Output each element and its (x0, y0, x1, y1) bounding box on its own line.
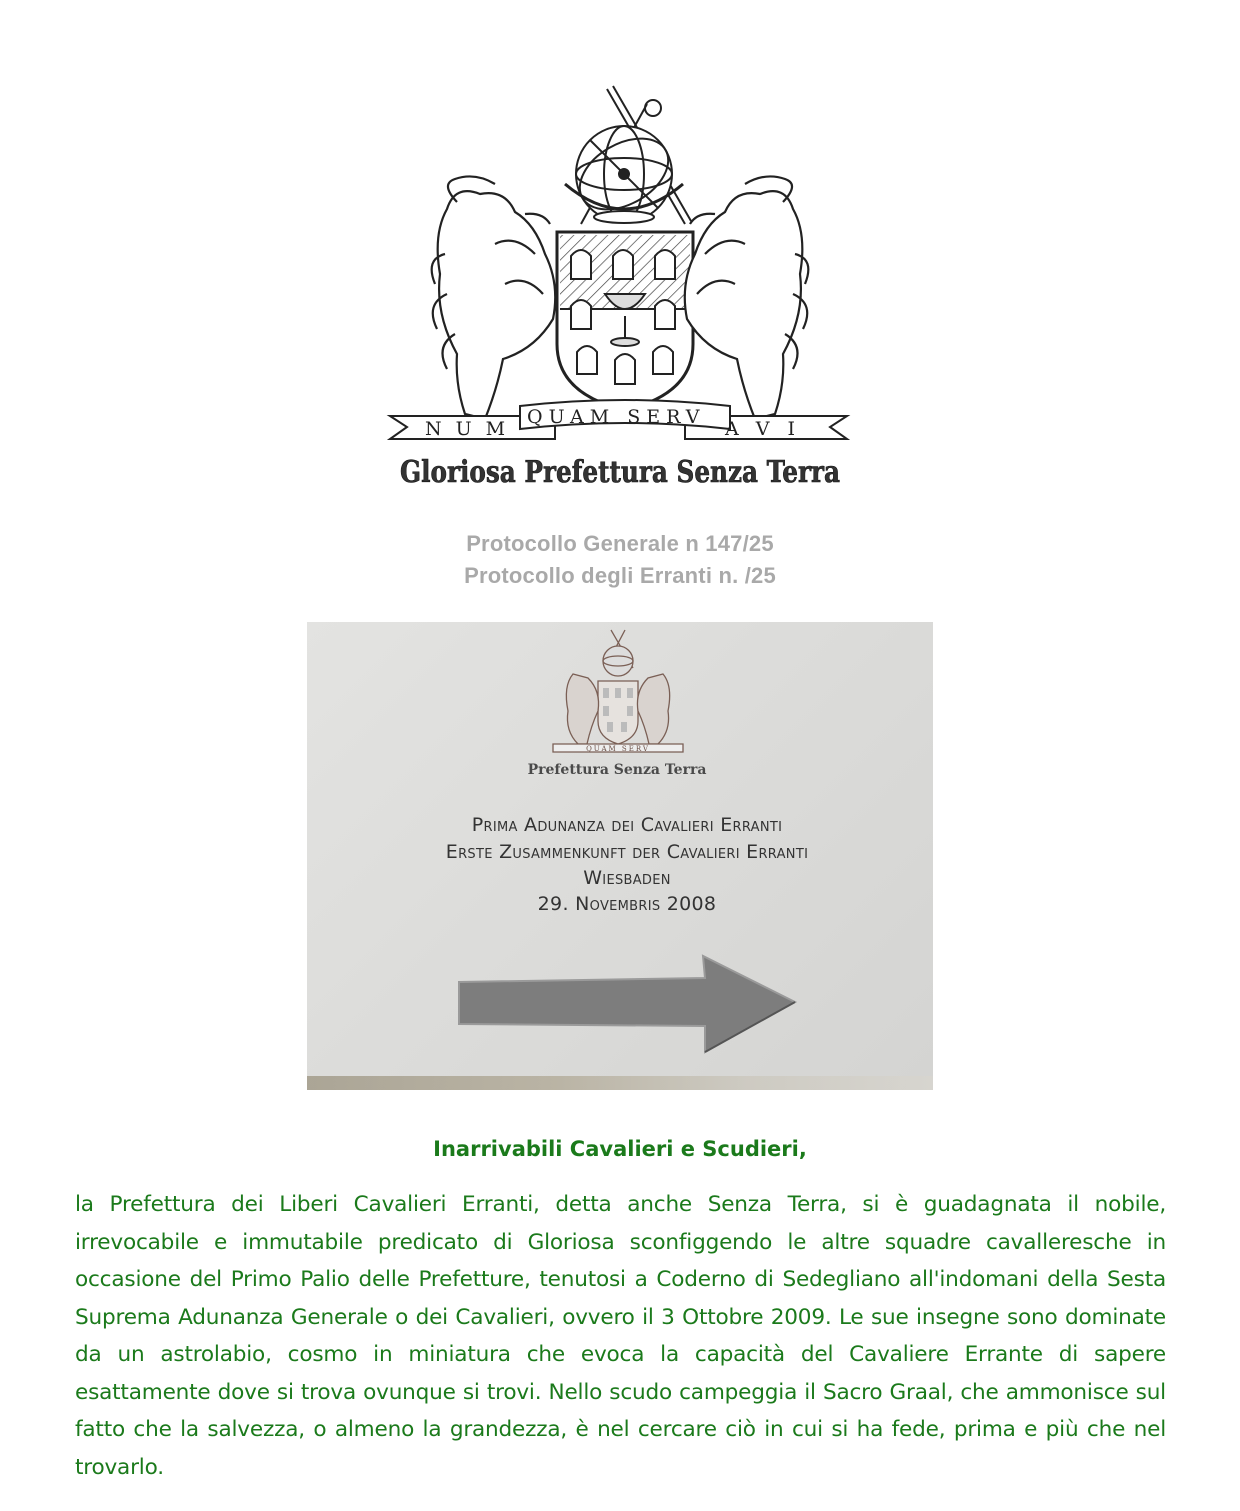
motto-left: NUM (425, 418, 520, 440)
coat-of-arms-drawing (385, 84, 855, 494)
shield-icon (557, 232, 693, 410)
astrolabe-icon (565, 124, 683, 224)
crest-title: Gloriosa Prefettura Senza Terra (400, 455, 840, 490)
event-sign-photo (307, 622, 933, 1090)
motto-right: AVI (725, 418, 814, 440)
right-arrow-icon (455, 954, 800, 1054)
mini-motto: QUAM SERV (586, 745, 650, 753)
lion-right-icon (685, 176, 809, 419)
sign-line-3: Wiesbaden (583, 867, 671, 889)
sign-line-4: 29. Novembris 2008 (537, 893, 717, 915)
mini-crest-icon (553, 630, 683, 752)
protocol-errant: Protocollo degli Erranti n. /25 (464, 563, 776, 588)
photo-prefettura-label: Prefettura Senza Terra (527, 762, 707, 778)
lion-left-icon (432, 176, 556, 419)
letter-body: la Prefettura dei Liberi Cavalieri Erranti, detta anche Senza Terra, si è guadagnata il nobile, irrevocabile e immutabile predicato di Gloriosa sconfiggendo le altre squadre cavalleresche in occasione del Primo Palio delle Prefetture, tenutosi a Coderno di Sedegliano all'indomani della Sesta Suprema Adunanza Generale o dei Cavalieri, ovvero il 3 Ottobre 2009. Le sue insegne sono dominate da un astrolabio, cosmo in miniatura che evoca la capacità del Cavaliere Errante di sapere esattamente dove si trova ovunque si trovi. Nello scudo campeggia il Sacro Graal, che ammonisce sul fatto che la salvezza, o almeno la grandezza, è nel cercare ciò in cui si ha fede, prima e più che nel trovarlo. (75, 1192, 1166, 1480)
coat-of-arms (385, 84, 855, 494)
letter-salutation: Inarrivabili Cavalieri e Scudieri, (433, 1137, 807, 1161)
photo-bottom-edge (307, 1076, 933, 1090)
motto-center: QUAM SERV (527, 406, 706, 428)
sign-line-1: Prima Adunanza dei Cavalieri Erranti (471, 814, 783, 836)
sign-line-2: Erste Zusammenkunft der Cavalieri Erranti (445, 841, 809, 863)
protocol-general: Protocollo Generale n 147/25 (466, 531, 774, 556)
mini-coat-of-arms (543, 626, 693, 761)
